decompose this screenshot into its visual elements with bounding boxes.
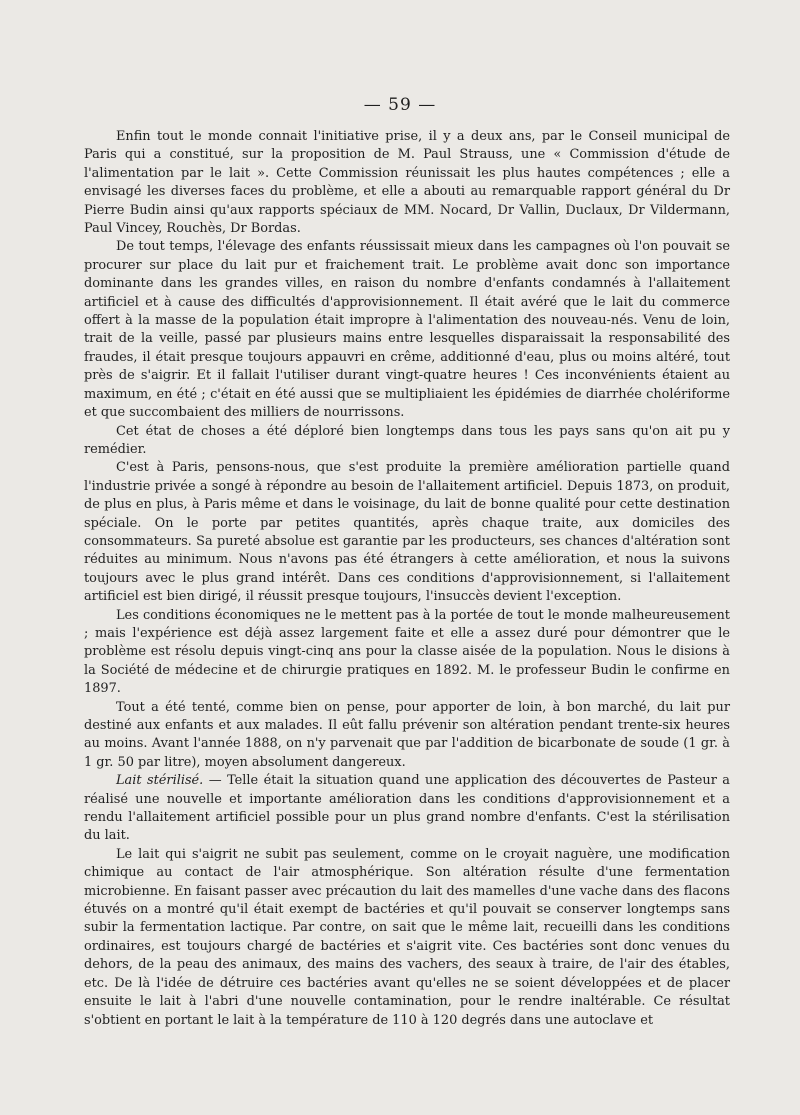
page-number: — 59 — — [363, 95, 437, 115]
paragraph-6: Tout a été tenté, comme bien on pense, pour apporter de loin, à bon marché, du lait pur destiné aux enfants et aux malades. Il eût fallu prévenir son altération pendant trente-six heures au moins. Avant l'année 1888, on n'y parvenait que par l'addition de bicarbonate de soude (1 gr. à 1 gr. 50 par litre), moyen absolument dangereux. — [84, 699, 730, 770]
paragraph-3: Cet état de choses a été déploré bien longtemps dans tous les pays sans qu'on ait pu y remédier. — [84, 423, 730, 457]
paragraph-7 — [84, 772, 730, 846]
paragraph-2: De tout temps, l'élevage des enfants réussissait mieux dans les campagnes où l'on pouvait se procurer sur place du lait pur et fraichement trait. Le problème avait donc son importance dominante dans les grandes villes, en raison du nombre d'enfants condamnés à l'allaitement artificiel et à cause des difficultés d'approvisionnement. Il était avéré que le lait du commerce offert à la masse de la population était impropre à l'alimentation des nouveau-nés. Venu de loin, trait de la veille, passé par plusieurs mains entre lesquelles disparaissait la responsabilité des fraudes, il était presque toujours appauvri en crême, additionné d'eau, plus ou moins altéré, tout près de s'aigrir. Et il fallait l'utiliser durant vingt-quatre heures ! Ces inconvénients étaient au maximum, en été ; c'était en été aussi que se multipliaient les épidémies de diarrhée cholériforme et que succombaient des milliers de nourrissons. — [84, 239, 730, 421]
section-lead-lait-sterilise: Lait stérilisé. — [116, 773, 204, 789]
paragraph-4: C'est à Paris, pensons-nous, que s'est produite la première amélioration partielle quand l'industrie privée a songé à répondre au besoin de l'allaitement artificiel. Depuis 1873, on produit, de plus en plus, à Paris même et dans le voisinage, du lait de bonne qualité pour cette destination spéciale. On le porte par petites quantités, après chaque traite, aux domiciles des consommateurs. Sa pureté absolue est garantie par les producteurs, ses chances d'altération sont réduites au minimum. Nous n'avons pas été étrangers à cette amélioration, et nous la suivons toujours avec le plus grand intérêt. Dans ces conditions d'approvisionnement, si l'allaitement artificiel est bien dirigé, il réussit presque toujours, l'insuccès devient l'exception. — [84, 460, 730, 605]
body-text — [84, 128, 730, 1030]
paragraph-1: Enfin tout le monde connait l'initiative prise, il y a deux ans, par le Conseil municipal de Paris qui a constitué, sur la proposition de M. Paul Strauss, une « Commission d'étude de l'alimentation par le lait ». Cette Commission réunissait les plus hautes compétences ; elle a envisagé les diverses faces du problème, et elle a abouti au remarquable rapport général du Dr Pierre Budin ainsi qu'aux rapports spéciaux de MM. Nocard, Dr Vallin, Duclaux, Dr Vildermann, Paul Vincey, Rouchès, Dr Bordas. — [84, 129, 730, 237]
paragraph-7-text: — Telle était la situation quand une application des découvertes de Pasteur a réalisé une nouvelle et importante amélioration dans les conditions d'approvisionnement et a rendu l'allaitement artificiel possible pour un plus grand nombre d'enfants. C'est la stérilisation du lait. — [84, 773, 730, 844]
paragraph-5: Les conditions économiques ne le mettent pas à la portée de tout le monde malheureusement ; mais l'expérience est déjà assez largement faite et elle a assez duré pour démontrer que le problème est résolu depuis vingt-cinq ans pour la classe aisée de la population. Nous le disions à la Société de médecine et de chirurgie pratiques en 1892. M. le professeur Budin le confirme en 1897. — [84, 607, 730, 697]
paragraph-8: Le lait qui s'aigrit ne subit pas seulement, comme on le croyait naguère, une modification chimique au contact de l'air atmosphérique. Son altération résulte d'une fermentation microbienne. En faisant passer avec précaution du lait des mamelles d'une vache dans des flacons étuvés on a montré qu'il était exempt de bactéries et qu'il pouvait se conserver longtemps sans subir la fermentation lactique. Par contre, on sait que le même lait, recueilli dans les conditions ordinaires, est toujours chargé de bactéries et s'aigrit vite. Ces bactéries sont donc venues du dehors, de la peau des animaux, des mains des vachers, des seaux à traire, de l'air des étables, etc. De là l'idée de détruire ces bactéries avant qu'elles ne se soient développées et de placer ensuite le lait à l'abri d'une nouvelle contamination, pour le rendre inaltérable. Ce résultat s'obtient en portant le lait à la température de 110 à 120 degrés dans une autoclave et — [84, 846, 730, 1028]
